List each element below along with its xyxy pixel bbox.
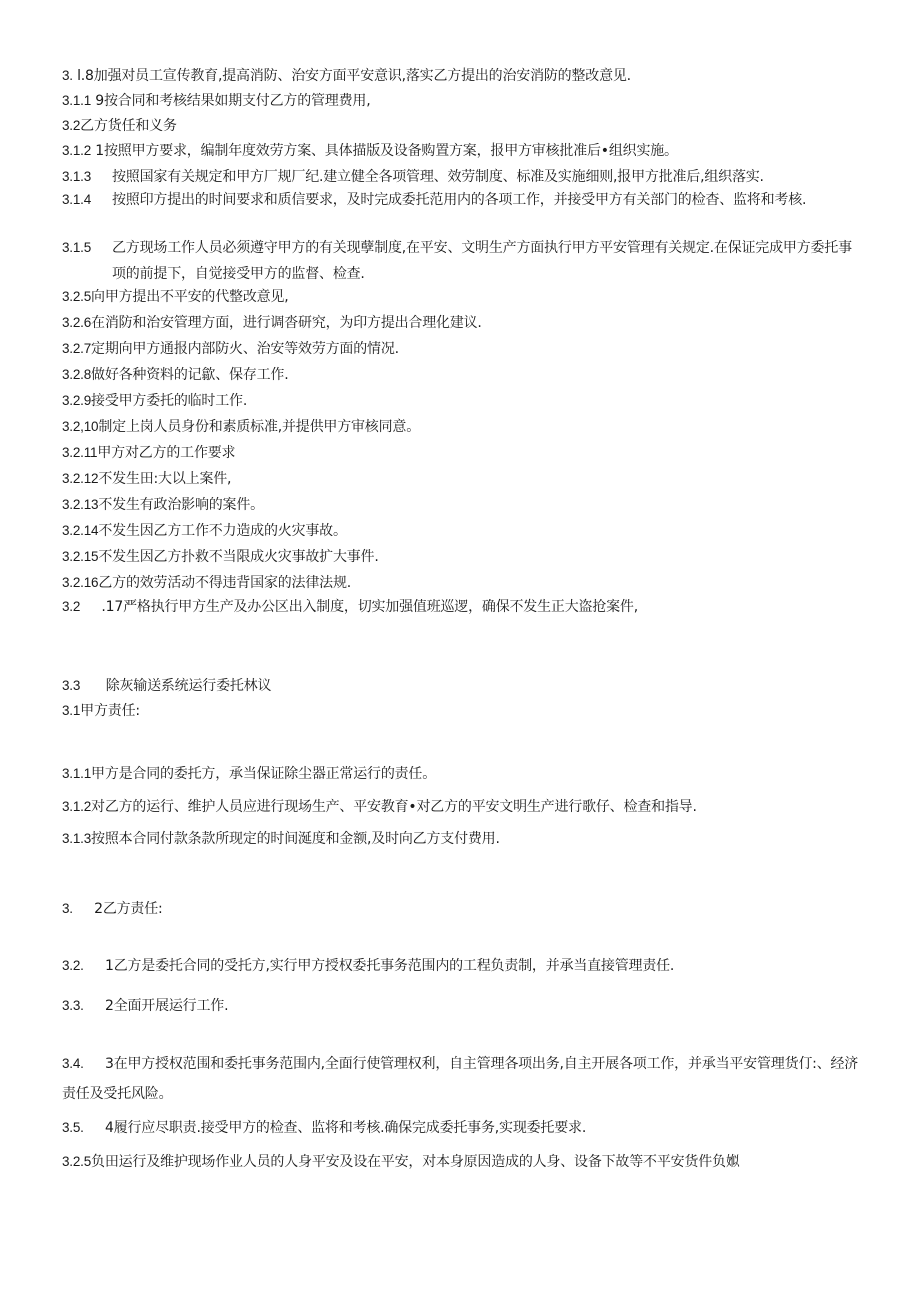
clause-subnumber: 1 — [91, 143, 104, 159]
clause-subnumber: 2 — [83, 998, 114, 1014]
clause-line — [62, 701, 140, 721]
clause-line — [62, 187, 860, 213]
clause-number: 3.2.16 — [62, 575, 99, 590]
section-heading — [62, 899, 163, 919]
clause-number: 3.2.9 — [62, 393, 92, 408]
clause-text: 做好各种资料的记歙、保存工作. — [91, 367, 289, 383]
clause-text: 负田运行及维护现场作业人员的人身平安及设在平安，对本身原因造成的人身、设备下故等不平安货件负娰 — [91, 1154, 740, 1170]
clause-number: 3.1.5 — [62, 240, 92, 255]
clause-line — [62, 116, 177, 136]
clause-line — [62, 495, 264, 515]
clause-number: 3.2 — [62, 118, 81, 133]
clause-line — [62, 141, 678, 161]
clause-text: 不发生有政治影响的案件。 — [98, 497, 264, 513]
clause-number: 3.2.6 — [62, 315, 92, 330]
clause-number: 3.2.8 — [62, 367, 92, 382]
clause-number: 3.2.5 — [62, 1154, 92, 1169]
clause-subnumber: l.8 — [72, 68, 94, 84]
clause-text: 接受甲方委托的临时工作. — [91, 393, 248, 409]
clause-number: 3.4. — [62, 1056, 84, 1071]
clause-number: 3.2 — [62, 599, 81, 614]
clause-text: 除灰输送系统运行委托林议 — [105, 678, 272, 694]
clause-number: 3.3 — [62, 678, 81, 693]
clause-text: 定期向甲方通报内部防火、治安等效劳方面的情况. — [91, 341, 399, 357]
clause-line — [62, 443, 235, 463]
clause-number: 3.2.7 — [62, 341, 92, 356]
clause-text: 按照本合同付款条款所现定的时间涎度和金额,及时向乙方支付费用. — [91, 831, 500, 847]
clause-number: 3.2.12 — [62, 471, 99, 486]
clause-text: 乙方责任: — [102, 901, 163, 917]
section-heading — [62, 676, 271, 696]
clause-number: 3.2.11 — [62, 445, 98, 460]
clause-text: 加强对员工宣传教育,提高消防、治安方面平安意识,落实乙方提出的治安消防的整改意见. — [93, 68, 631, 84]
clause-text: 不发生田:大以上案件, — [98, 471, 232, 487]
clause-text: 全面开展运行工作. — [113, 998, 229, 1014]
clause-text: 甲方责任: — [80, 703, 140, 719]
clause-number: 3.2.5 — [62, 289, 92, 304]
clause-number: 3.1.1 — [62, 93, 92, 108]
clause-line — [62, 829, 500, 849]
clause-text: 甲方对乙方的工作要求 — [97, 445, 236, 461]
clause-text: 向甲方提出不平安的代整改意见, — [91, 289, 289, 305]
clause-line — [62, 287, 288, 307]
clause-text: 严格执行甲方生产及办公区出入制度，切实加强值班巡逻，确保不发生正大盗抢案件, — [123, 599, 638, 615]
clause-text: 不发生因乙方工作不力造成的火灾事故。 — [98, 523, 347, 539]
clause-text: 履行应尽职责.接受甲方的检查、监将和考核.确保完成委托事务,实现委托要求. — [113, 1120, 587, 1136]
clause-number: 3. — [62, 68, 73, 83]
clause-number: 3.2.13 — [62, 497, 99, 512]
clause-number: 3.1.2 — [62, 799, 92, 814]
clause-line — [62, 764, 436, 784]
clause-text: 乙方货任和义务 — [80, 118, 177, 134]
clause-line — [62, 339, 399, 359]
clause-number: 3.1.3 — [62, 169, 92, 184]
clause-line — [62, 91, 370, 111]
clause-line — [62, 1152, 740, 1172]
clause-number: 3.2.14 — [62, 523, 99, 538]
clause-line — [62, 235, 860, 287]
clause-line — [62, 597, 638, 617]
clause-text: 乙方的效劳活动不得违背国家的法律法规. — [98, 575, 351, 591]
clause-number: 3.1.2 — [62, 143, 92, 158]
clause-text: 不发生因乙方扑救不当限成火灾事故扩大事件. — [98, 549, 379, 565]
clause-line — [62, 996, 228, 1016]
clause-line — [62, 66, 631, 86]
clause-number: 3.1.4 — [62, 192, 92, 207]
clause-number: 3.1 — [62, 703, 81, 718]
clause-text: 乙方是委托合同的受托方,实行甲方授权委托事务范围内的工程负责制，并承当直接管理责任. — [113, 958, 675, 974]
clause-line — [62, 956, 674, 976]
clause-number: 3.2,10 — [62, 419, 99, 434]
clause-line — [62, 547, 379, 567]
clause-text: 按照国家有关规定和甲方厂规厂纪.建立健全各项管理、效劳制度、标准及实施细则,报甲方批准后,组织落实. — [112, 169, 764, 185]
clause-text: 在甲方授权范围和委托事务范围内,全面行使管理权利，自主管理各项出务,自主开展各项工作，并承当平安管理货仃:、经济责任及受托风险。 — [62, 1056, 859, 1102]
clause-text: 对乙方的运行、维护人员应进行现场生产、平安教育•对乙方的平安文明生产进行歌仔、检查和指导. — [91, 799, 697, 815]
clause-subnumber: 2 — [72, 901, 103, 917]
clause-line — [62, 573, 351, 593]
clause-line — [62, 417, 420, 437]
clause-text: 按照印方提出的时间要求和质信要求，及时完成委托范用内的各项工作，并接受甲方有关部门的检杳、监将和考核. — [112, 192, 807, 208]
clause-line — [62, 391, 247, 411]
clause-text: 按照甲方要求，编制年度效劳方案、具体描版及设备购置方案，报甲方审核批准后•组织实施。 — [104, 143, 678, 159]
clause-text: 甲方是合同的委托方，承当保证除尘器正常运行的责任。 — [91, 766, 437, 782]
clause-subnumber: 3 — [83, 1056, 114, 1072]
clause-subnumber: 1 — [83, 958, 114, 974]
clause-subnumber — [80, 678, 106, 694]
clause-line — [62, 797, 697, 817]
clause-number: 3.5. — [62, 1120, 84, 1135]
clause-line — [62, 365, 288, 385]
clause-text: 制定上岗人员身份和素质标准,并提供甲方审核同意。 — [98, 419, 420, 435]
clause-text: 按合同和考核结果如期支付乙方的管理费用, — [104, 93, 371, 109]
clause-text: 乙方现场工作人员必须遵守甲方的有关现孽制度,在平安、文明生产方面执行甲方平安管理有关规定.在保证完成甲方委托事项的前提下，自觉接受甲方的监督、检查. — [112, 240, 852, 282]
clause-number: 3.2.15 — [62, 549, 99, 564]
clause-subnumber: 9 — [91, 93, 104, 109]
clause-number: 3. — [62, 901, 73, 916]
clause-line — [62, 469, 231, 489]
clause-number: 3.1.3 — [62, 831, 92, 846]
clause-number: 3.3. — [62, 998, 84, 1013]
clause-line — [62, 1049, 862, 1109]
clause-number: 3.2. — [62, 958, 84, 973]
clause-line — [62, 313, 482, 333]
clause-subnumber: 4 — [83, 1120, 114, 1136]
clause-text: 在消防和治安管理方面，进行调沓研究，为印方提出合理化建议. — [91, 315, 482, 331]
clause-line — [62, 521, 347, 541]
clause-number: 3.1.1 — [62, 766, 92, 781]
clause-line — [62, 1118, 586, 1138]
clause-subnumber: .17 — [80, 599, 124, 615]
